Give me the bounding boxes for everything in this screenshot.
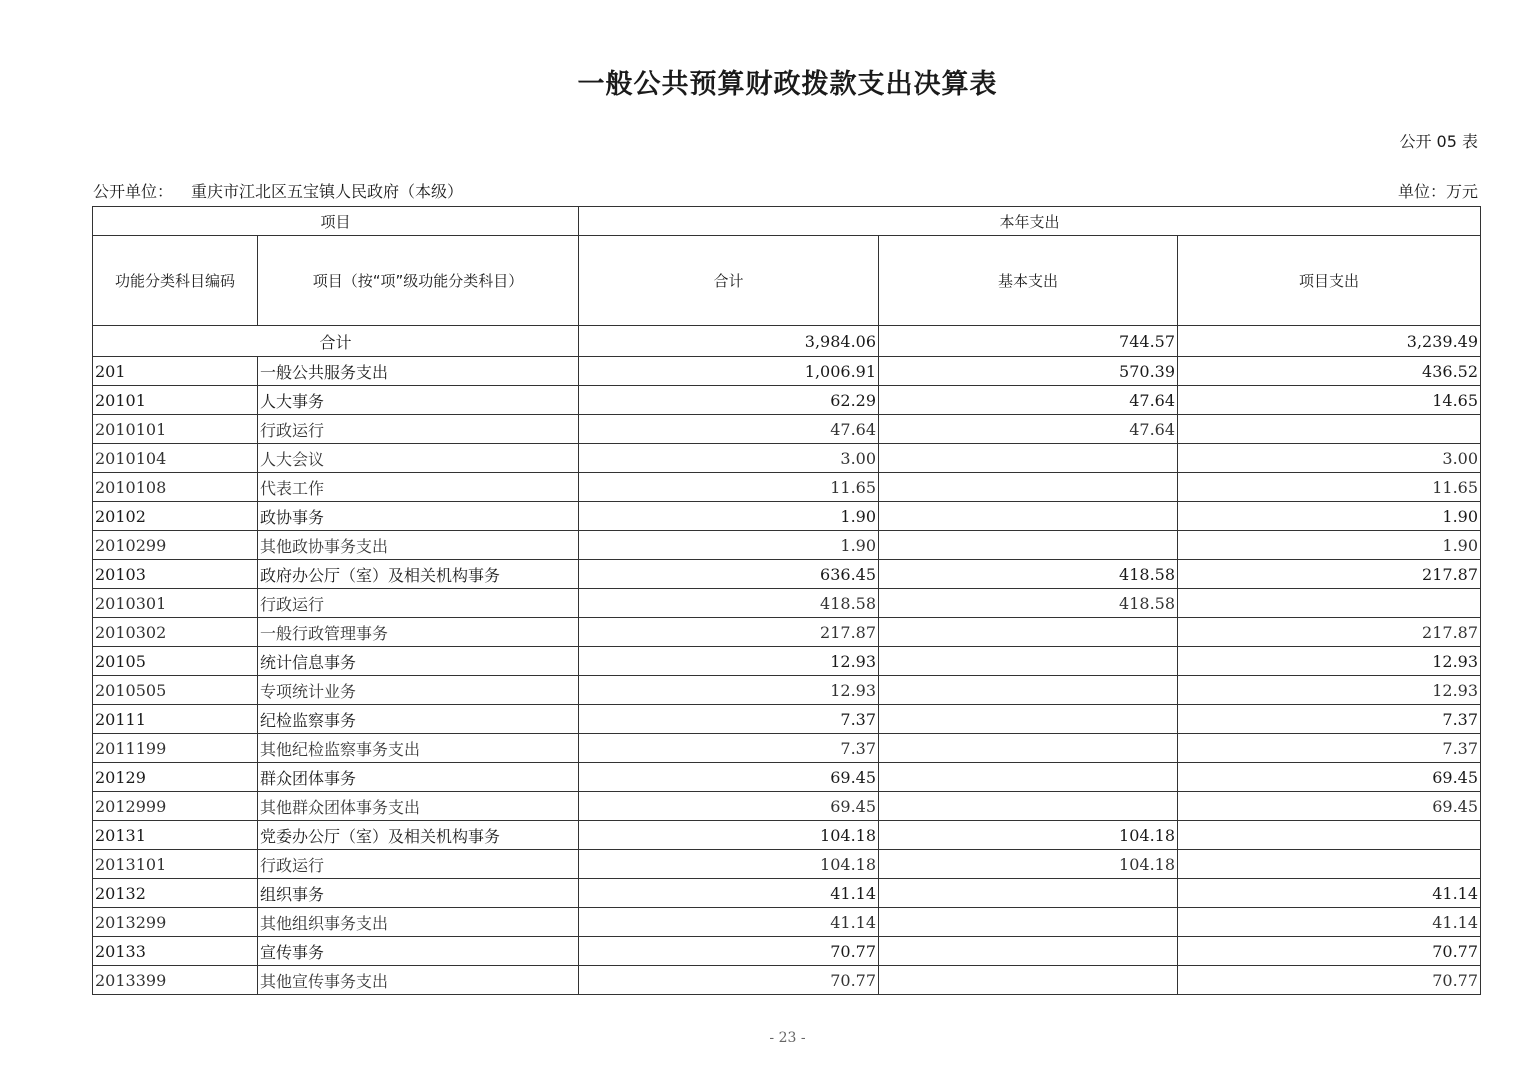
header-project: 项目 [93, 207, 579, 236]
row-basic: 47.64 [879, 415, 1178, 444]
row-code: 2013299 [93, 908, 258, 937]
row-basic [879, 618, 1178, 647]
table-row [93, 386, 1481, 415]
row-program [1178, 415, 1481, 444]
row-name: 其他组织事务支出 [258, 908, 579, 937]
row-code: 20103 [93, 560, 258, 589]
row-code: 2010301 [93, 589, 258, 618]
row-total: 11.65 [579, 473, 879, 502]
row-code: 20132 [93, 879, 258, 908]
row-name: 统计信息事务 [258, 647, 579, 676]
row-name: 组织事务 [258, 879, 579, 908]
row-basic [879, 531, 1178, 560]
row-total: 1,006.91 [579, 357, 879, 386]
row-total: 7.37 [579, 734, 879, 763]
row-program: 1.90 [1178, 531, 1481, 560]
row-program: 41.14 [1178, 879, 1481, 908]
row-total: 70.77 [579, 966, 879, 995]
row-total: 7.37 [579, 705, 879, 734]
row-name: 代表工作 [258, 473, 579, 502]
row-program: 217.87 [1178, 560, 1481, 589]
row-name: 纪检监察事务 [258, 705, 579, 734]
table-row [93, 850, 1481, 879]
table-row [93, 531, 1481, 560]
row-total: 69.45 [579, 792, 879, 821]
row-basic: 47.64 [879, 386, 1178, 415]
header-item-name: 项目（按“项”级功能分类科目） [258, 236, 579, 326]
row-total: 1.90 [579, 502, 879, 531]
row-program [1178, 850, 1481, 879]
row-total: 217.87 [579, 618, 879, 647]
row-program: 11.65 [1178, 473, 1481, 502]
row-basic [879, 647, 1178, 676]
row-code: 2013399 [93, 966, 258, 995]
table-row [93, 908, 1481, 937]
row-program: 217.87 [1178, 618, 1481, 647]
row-code: 2010302 [93, 618, 258, 647]
row-program: 14.65 [1178, 386, 1481, 415]
table-row [93, 647, 1481, 676]
row-code: 2010505 [93, 676, 258, 705]
row-name: 其他宣传事务支出 [258, 966, 579, 995]
row-program [1178, 821, 1481, 850]
row-basic: 104.18 [879, 821, 1178, 850]
row-total: 69.45 [579, 763, 879, 792]
row-program: 3.00 [1178, 444, 1481, 473]
row-code: 2011199 [93, 734, 258, 763]
row-basic [879, 763, 1178, 792]
row-code: 20111 [93, 705, 258, 734]
row-name: 其他群众团体事务支出 [258, 792, 579, 821]
row-code: 201 [93, 357, 258, 386]
currency-unit: 单位：万元 [1397, 182, 1478, 201]
table-row [93, 444, 1481, 473]
row-program [1178, 589, 1481, 618]
table-row [93, 821, 1481, 850]
row-code: 20102 [93, 502, 258, 531]
row-program: 436.52 [1178, 357, 1481, 386]
row-code: 20131 [93, 821, 258, 850]
total-label: 合计 [93, 326, 579, 357]
table-row [93, 792, 1481, 821]
header-program-expenditure: 项目支出 [1178, 236, 1481, 326]
header-basic-expenditure: 基本支出 [879, 236, 1178, 326]
table-row [93, 937, 1481, 966]
row-code: 20105 [93, 647, 258, 676]
table-row [93, 734, 1481, 763]
expenditure-table [92, 206, 1481, 995]
row-program: 12.93 [1178, 676, 1481, 705]
row-name: 政协事务 [258, 502, 579, 531]
table-row [93, 705, 1481, 734]
total-row [93, 326, 1481, 357]
row-code: 20101 [93, 386, 258, 415]
row-basic [879, 676, 1178, 705]
header-this-year-expenditure: 本年支出 [579, 207, 1481, 236]
row-code: 2012999 [93, 792, 258, 821]
row-code: 2010101 [93, 415, 258, 444]
table-row [93, 966, 1481, 995]
header-row-columns [93, 236, 1481, 326]
row-basic [879, 966, 1178, 995]
row-name: 党委办公厅（室）及相关机构事务 [258, 821, 579, 850]
table-row [93, 357, 1481, 386]
total-program: 3,239.49 [1178, 326, 1481, 357]
row-total: 12.93 [579, 647, 879, 676]
header-row-group [93, 207, 1481, 236]
row-basic [879, 908, 1178, 937]
table-row [93, 473, 1481, 502]
row-total: 12.93 [579, 676, 879, 705]
row-total: 47.64 [579, 415, 879, 444]
row-code: 20129 [93, 763, 258, 792]
row-name: 行政运行 [258, 415, 579, 444]
table-row [93, 676, 1481, 705]
row-basic [879, 734, 1178, 763]
table-row [93, 560, 1481, 589]
row-total: 104.18 [579, 821, 879, 850]
row-program: 41.14 [1178, 908, 1481, 937]
row-total: 3.00 [579, 444, 879, 473]
row-program: 7.37 [1178, 734, 1481, 763]
row-code: 2010108 [93, 473, 258, 502]
row-basic: 104.18 [879, 850, 1178, 879]
row-basic [879, 792, 1178, 821]
row-basic [879, 705, 1178, 734]
page-number: - 23 - [769, 1030, 806, 1046]
table-row [93, 763, 1481, 792]
row-total: 70.77 [579, 937, 879, 966]
row-name: 专项统计业务 [258, 676, 579, 705]
total-sum: 3,984.06 [579, 326, 879, 357]
row-name: 政府办公厅（室）及相关机构事务 [258, 560, 579, 589]
row-total: 104.18 [579, 850, 879, 879]
row-basic: 418.58 [879, 589, 1178, 618]
row-name: 其他政协事务支出 [258, 531, 579, 560]
row-basic [879, 473, 1178, 502]
row-basic [879, 502, 1178, 531]
row-code: 2010104 [93, 444, 258, 473]
document-title: 一般公共预算财政拨款支出决算表 [577, 69, 998, 100]
row-program: 70.77 [1178, 937, 1481, 966]
organization-label: 公开单位： [93, 182, 174, 201]
table-row [93, 879, 1481, 908]
header-code: 功能分类科目编码 [93, 236, 258, 326]
row-code: 2010299 [93, 531, 258, 560]
row-total: 41.14 [579, 908, 879, 937]
row-basic: 418.58 [879, 560, 1178, 589]
row-total: 62.29 [579, 386, 879, 415]
row-program: 7.37 [1178, 705, 1481, 734]
row-name: 行政运行 [258, 850, 579, 879]
row-program: 12.93 [1178, 647, 1481, 676]
header-total: 合计 [579, 236, 879, 326]
row-code: 20133 [93, 937, 258, 966]
row-name: 人大会议 [258, 444, 579, 473]
row-code: 2013101 [93, 850, 258, 879]
table-row [93, 502, 1481, 531]
row-name: 宣传事务 [258, 937, 579, 966]
row-program: 70.77 [1178, 966, 1481, 995]
row-name: 其他纪检监察事务支出 [258, 734, 579, 763]
row-name: 人大事务 [258, 386, 579, 415]
row-total: 418.58 [579, 589, 879, 618]
row-basic [879, 937, 1178, 966]
table-row [93, 415, 1481, 444]
total-basic: 744.57 [879, 326, 1178, 357]
form-number: 公开 05 表 [1399, 132, 1478, 151]
table-row [93, 589, 1481, 618]
row-program: 69.45 [1178, 792, 1481, 821]
row-program: 1.90 [1178, 502, 1481, 531]
row-name: 行政运行 [258, 589, 579, 618]
organization-name: 重庆市江北区五宝镇人民政府（本级） [191, 182, 464, 201]
row-basic [879, 879, 1178, 908]
organization-info [93, 179, 463, 202]
row-name: 群众团体事务 [258, 763, 579, 792]
table-row [93, 618, 1481, 647]
row-name: 一般行政管理事务 [258, 618, 579, 647]
row-program: 69.45 [1178, 763, 1481, 792]
row-basic: 570.39 [879, 357, 1178, 386]
row-total: 41.14 [579, 879, 879, 908]
row-total: 636.45 [579, 560, 879, 589]
row-name: 一般公共服务支出 [258, 357, 579, 386]
row-basic [879, 444, 1178, 473]
row-total: 1.90 [579, 531, 879, 560]
